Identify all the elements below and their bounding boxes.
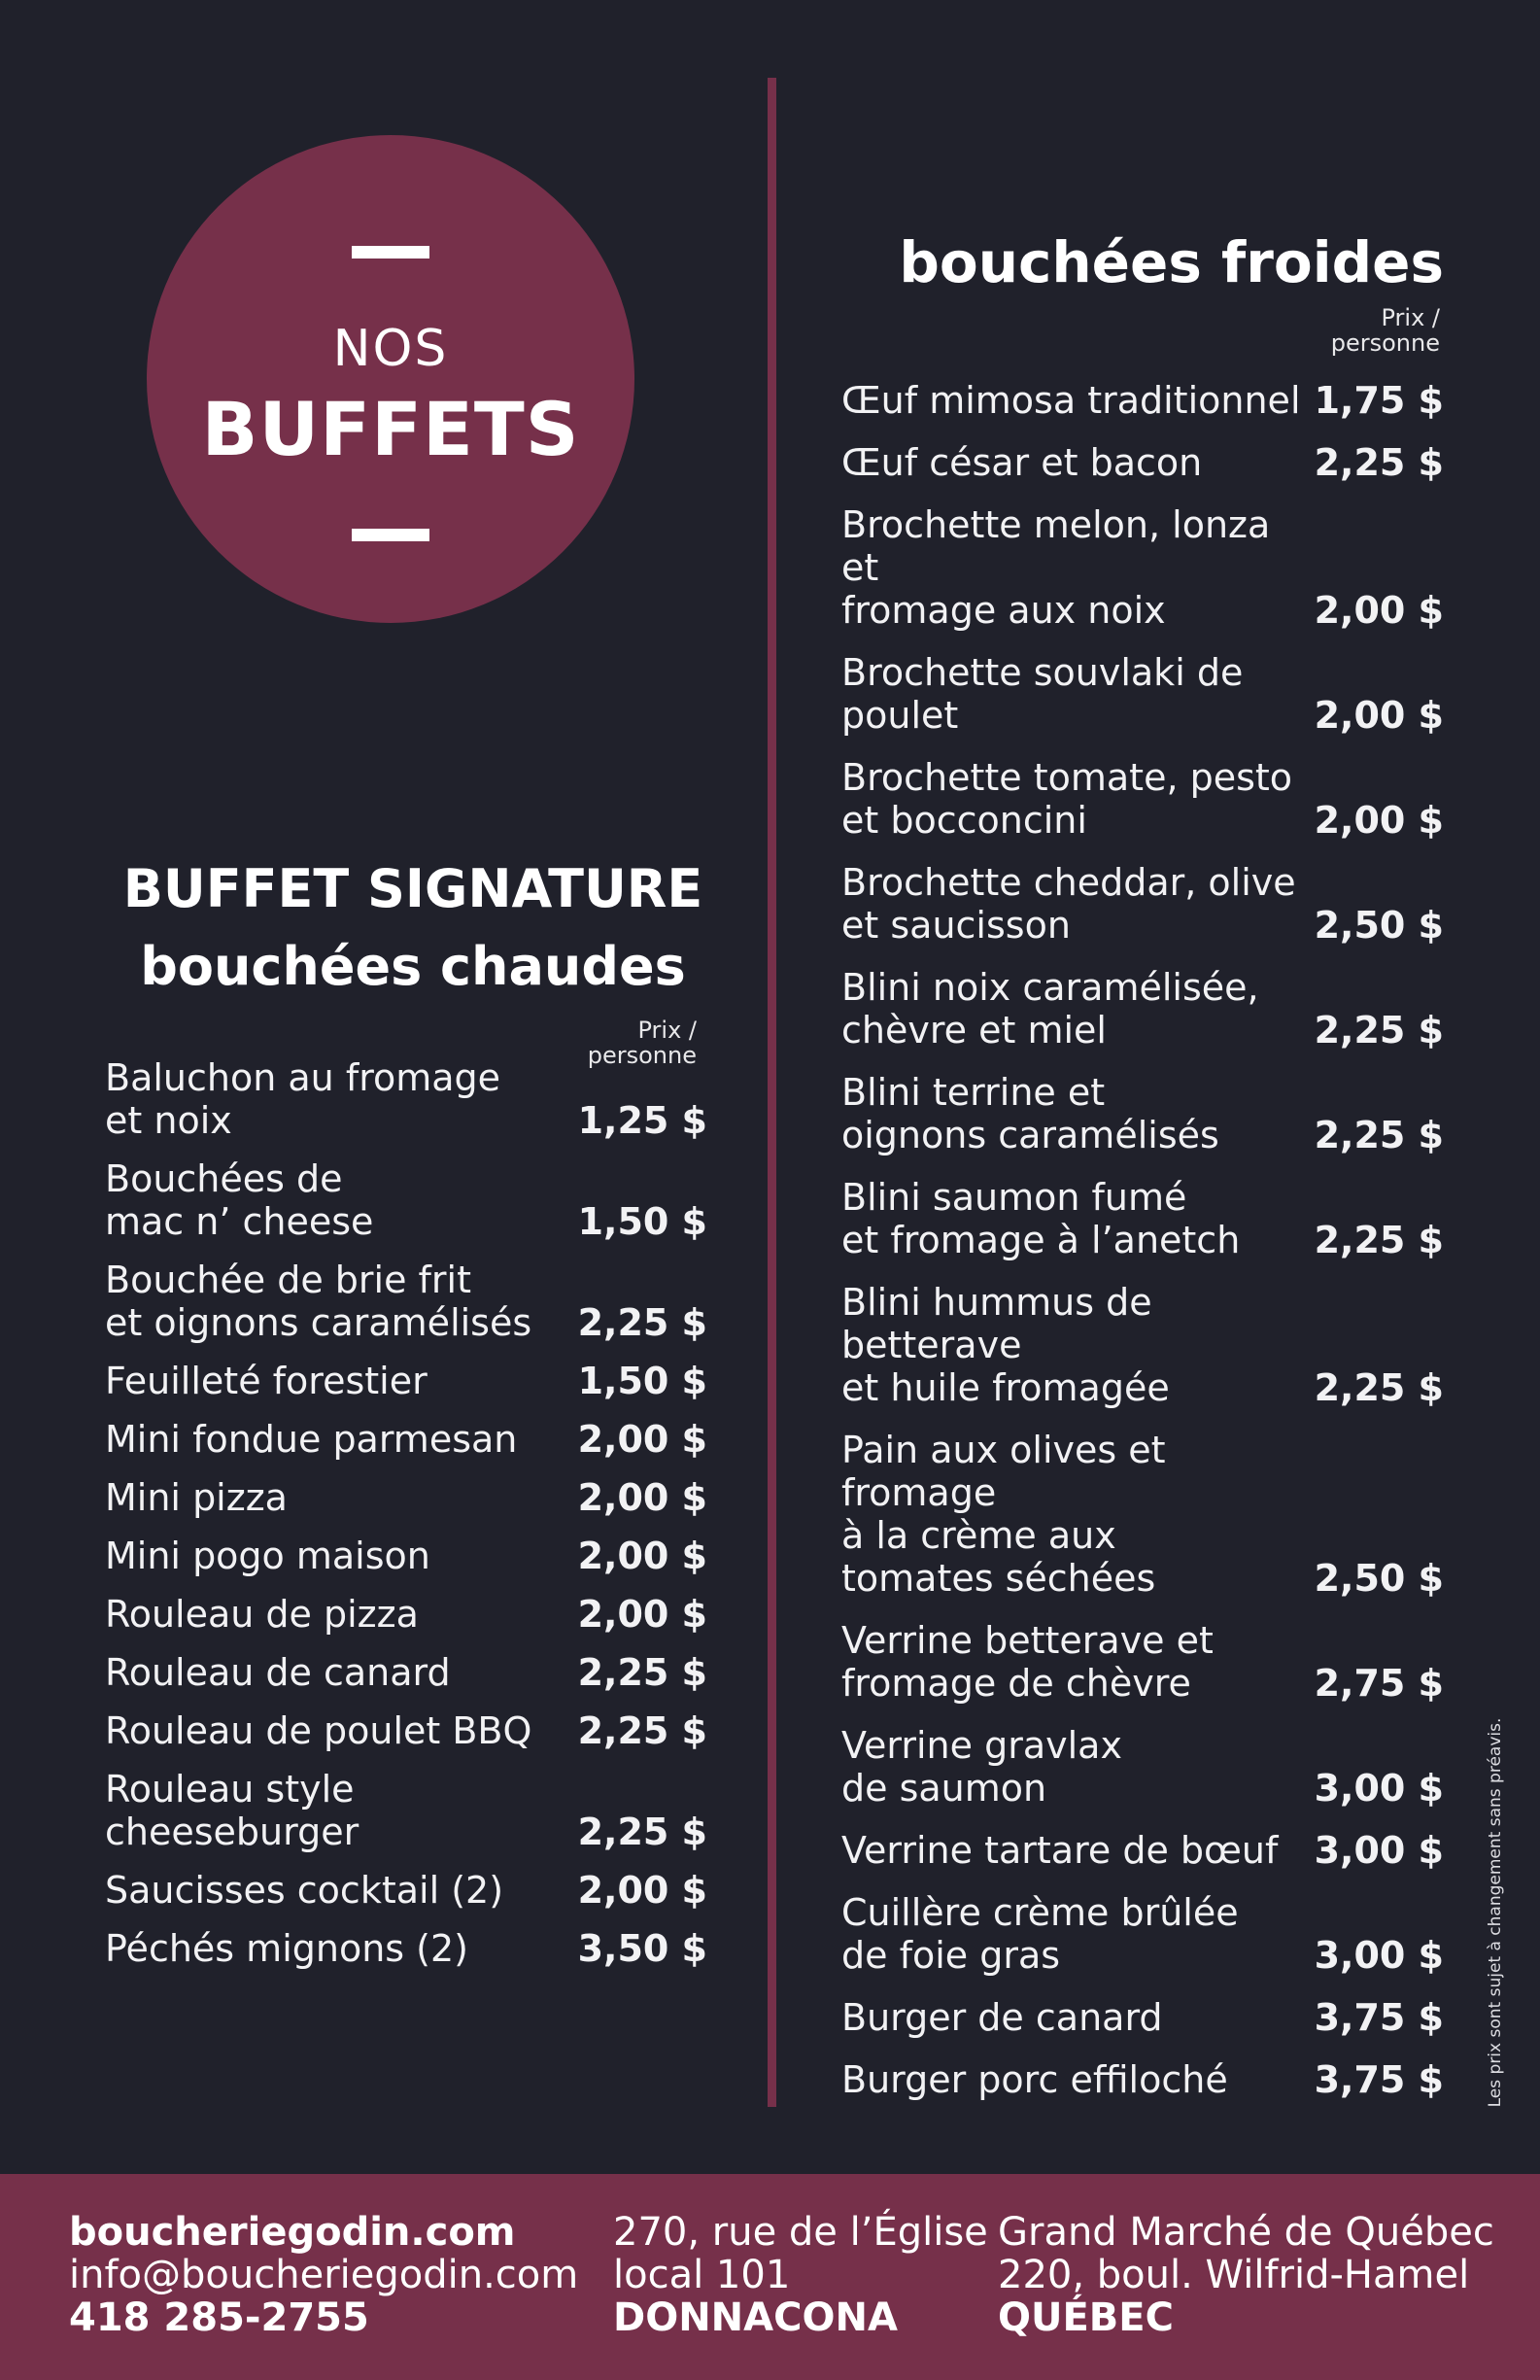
menu-item-name: Mini pizza: [105, 1476, 288, 1519]
menu-item: [841, 1071, 1444, 1156]
menu-item: [105, 1535, 707, 1577]
menu-item-price: 2,25 $: [1314, 441, 1444, 484]
menu-item-price: 2,25 $: [577, 1811, 707, 1853]
menu-item: [841, 1891, 1444, 1977]
menu-item-name: Brochette souvlaki de poulet: [841, 651, 1244, 737]
menu-item: [105, 1768, 707, 1853]
footer-address1-local: local 101: [613, 2253, 791, 2297]
menu-item: [841, 1829, 1444, 1872]
menu-item-price: 3,00 $: [1314, 1829, 1444, 1872]
menu-item: [105, 1593, 707, 1636]
menu-item-name: Rouleau de poulet BBQ: [105, 1709, 532, 1752]
menu-item-price: 2,25 $: [577, 1651, 707, 1694]
menu-item: [105, 1418, 707, 1461]
menu-item-name: Rouleau de canard: [105, 1651, 451, 1694]
footer-address2-name: Grand Marché de Québec: [998, 2210, 1494, 2255]
menu-item: [105, 1056, 707, 1142]
footer-website-link[interactable]: boucheriegodin.com: [69, 2210, 516, 2255]
title-badge: [147, 135, 634, 623]
footer-address1-city: DONNACONA: [613, 2295, 898, 2340]
menu-item: [841, 1619, 1444, 1705]
badge-line2: BUFFETS: [201, 386, 580, 472]
menu-item: [841, 651, 1444, 737]
menu-item-price: 2,25 $: [1314, 1219, 1444, 1261]
menu-item-name: Bouchée de brie frit et oignons caramélisés: [105, 1259, 532, 1344]
menu-item-price: 2,75 $: [1314, 1662, 1444, 1705]
menu-item: [841, 1996, 1444, 2039]
menu-item-price: 2,00 $: [1314, 799, 1444, 842]
menu-item-price: 2,25 $: [577, 1301, 707, 1344]
menu-item-price: 1,25 $: [577, 1099, 707, 1142]
menu-item: [841, 966, 1444, 1052]
menu-item: [105, 1927, 707, 1970]
vertical-divider: [768, 78, 776, 2107]
menu-item-price: 3,75 $: [1314, 2058, 1444, 2101]
menu-item-price: 2,25 $: [1314, 1366, 1444, 1409]
menu-item: [841, 503, 1444, 632]
menu-item-price: 2,00 $: [1314, 589, 1444, 632]
menu-item-name: Œuf césar et bacon: [841, 441, 1203, 484]
menu-item: [105, 1709, 707, 1752]
menu-item-price: 3,00 $: [1314, 1767, 1444, 1810]
footer-address-donnacona: [613, 2211, 988, 2339]
menu-item-name: Blini terrine et oignons caramélisés: [841, 1071, 1219, 1156]
menu-item-name: Burger porc effiloché: [841, 2058, 1228, 2101]
menu-item-name: Œuf mimosa traditionnel: [841, 379, 1301, 422]
menu-item-price: 3,50 $: [577, 1927, 707, 1970]
right-section-title: bouchées froides: [899, 229, 1444, 295]
menu-item-name: Pain aux olives et fromage à la crème aux tomates séchées: [841, 1429, 1166, 1600]
right-menu-list: [841, 379, 1444, 2121]
left-section-title: BUFFET SIGNATURE: [122, 858, 703, 919]
menu-item-name: Bouchées de mac n’ cheese: [105, 1157, 374, 1243]
menu-item-name: Saucisses cocktail (2): [105, 1869, 504, 1912]
menu-item-price: 2,50 $: [1314, 904, 1444, 947]
menu-item-name: Cuillère crème brûlée de foie gras: [841, 1891, 1239, 1977]
left-menu-list: [105, 1056, 707, 1985]
footer-phone[interactable]: 418 285-2755: [69, 2295, 369, 2340]
menu-item-name: Mini fondue parmesan: [105, 1418, 518, 1461]
footer-address1-street: 270, rue de l’Église: [613, 2210, 988, 2255]
menu-item-price: 3,75 $: [1314, 1996, 1444, 2039]
menu-item-name: Blini noix caramélisée, chèvre et miel: [841, 966, 1259, 1052]
menu-item: [841, 379, 1444, 422]
menu-item-price: 1,50 $: [577, 1360, 707, 1402]
price-disclaimer: [1485, 1691, 1506, 2133]
menu-item-name: Verrine tartare de bœuf: [841, 1829, 1279, 1872]
menu-item-name: Verrine gravlax de saumon: [841, 1724, 1122, 1810]
menu-item: [105, 1651, 707, 1694]
menu-item-name: Blini saumon fumé et fromage à l’anetch: [841, 1176, 1241, 1261]
menu-item-price: 2,00 $: [577, 1593, 707, 1636]
menu-item: [841, 756, 1444, 842]
menu-item-name: Rouleau de pizza: [105, 1593, 419, 1636]
menu-item: [841, 1429, 1444, 1600]
badge-line1: NOS: [332, 320, 449, 378]
footer-email-link[interactable]: info@boucheriegodin.com: [69, 2253, 579, 2297]
menu-item: [105, 1157, 707, 1243]
menu-item: [105, 1360, 707, 1402]
menu-item-price: 2,00 $: [577, 1418, 707, 1461]
right-price-header: Prix / personne: [1330, 304, 1440, 357]
footer-contact: [69, 2211, 578, 2339]
footer-address2-city: QUÉBEC: [998, 2295, 1174, 2340]
menu-item: [105, 1476, 707, 1519]
left-section-heading: [58, 850, 768, 1006]
menu-item-name: Blini hummus de betterave et huile fromagée: [841, 1281, 1170, 1409]
menu-item: [841, 1176, 1444, 1261]
footer: [0, 2174, 1540, 2380]
menu-item: [841, 1724, 1444, 1810]
menu-item-name: Baluchon au fromage et noix: [105, 1056, 501, 1142]
badge-dash-top: [352, 246, 429, 259]
menu-item-price: 2,00 $: [577, 1535, 707, 1577]
menu-item: [105, 1869, 707, 1912]
menu-item-name: Rouleau style cheeseburger: [105, 1768, 359, 1853]
menu-item-price: 2,50 $: [1314, 1557, 1444, 1600]
badge-dash-bottom: [352, 529, 429, 541]
menu-item-name: Mini pogo maison: [105, 1535, 430, 1577]
menu-item-price: 1,50 $: [577, 1200, 707, 1243]
menu-item-name: Brochette melon, lonza et fromage aux noix: [841, 503, 1271, 632]
menu-item-name: Brochette tomate, pesto et bocconcini: [841, 756, 1293, 842]
menu-item-name: Feuilleté forestier: [105, 1360, 428, 1402]
menu-item: [841, 861, 1444, 947]
menu-item-price: 2,25 $: [577, 1709, 707, 1752]
menu-item-name: Burger de canard: [841, 1996, 1163, 2039]
menu-item-price: 1,75 $: [1314, 379, 1444, 422]
menu-item: [105, 1259, 707, 1344]
left-section-subtitle: bouchées chaudes: [140, 936, 686, 997]
footer-address2-street: 220, boul. Wilfrid-Hamel: [998, 2253, 1470, 2297]
menu-item-price: 3,00 $: [1314, 1934, 1444, 1977]
menu-item-name: Péchés mignons (2): [105, 1927, 468, 1970]
menu-item-price: 2,00 $: [1314, 694, 1444, 737]
menu-item: [841, 1281, 1444, 1409]
menu-item-price: 2,25 $: [1314, 1009, 1444, 1052]
menu-item-price: 2,00 $: [577, 1869, 707, 1912]
menu-item: [841, 441, 1444, 484]
menu-item-price: 2,25 $: [1314, 1114, 1444, 1156]
menu-item-name: Verrine betterave et fromage de chèvre: [841, 1619, 1214, 1705]
menu-item: [841, 2058, 1444, 2101]
price-disclaimer-text: Les prix sont sujet à changement sans préavis.: [1486, 1717, 1505, 2107]
menu-item-price: 2,00 $: [577, 1476, 707, 1519]
footer-address-quebec: [998, 2211, 1494, 2339]
left-price-header: Prix / personne: [587, 1017, 697, 1069]
menu-item-name: Brochette cheddar, olive et saucisson: [841, 861, 1296, 947]
